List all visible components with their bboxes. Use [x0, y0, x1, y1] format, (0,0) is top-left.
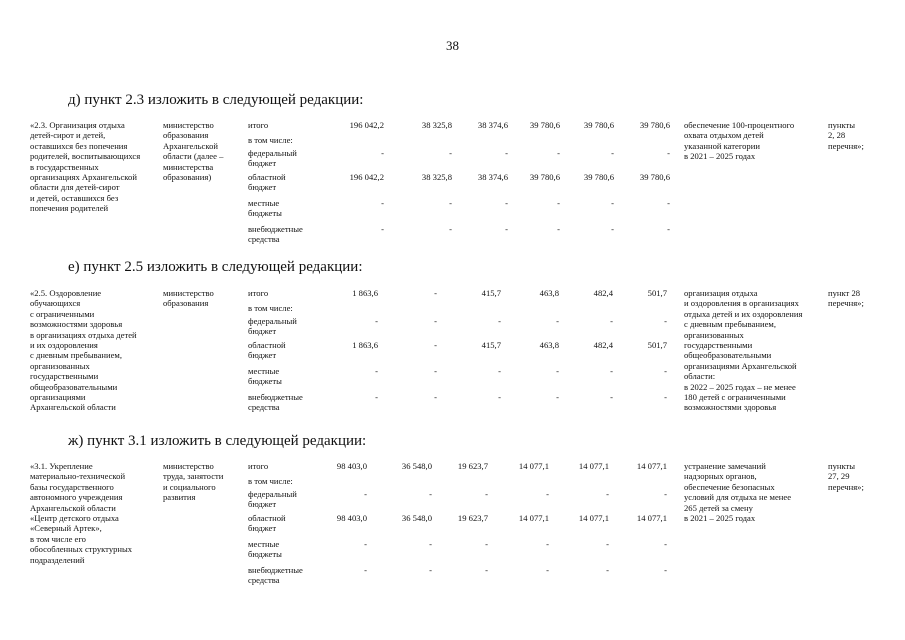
result: устранение замечаний надзорных органов, обеспечение безопасных условий для отдыха не менее 265 детей за смену в 2021 – 2025 годах	[684, 461, 792, 524]
funding-value: -	[485, 565, 488, 575]
funding-source: областной бюджет	[248, 513, 286, 534]
funding-value: 196 042,2	[349, 172, 384, 182]
funding-value: -	[381, 198, 384, 208]
funding-value: 482,4	[593, 288, 613, 298]
funding-value: -	[546, 539, 549, 549]
funding-value: -	[664, 316, 667, 326]
funding-source: внебюджетные средства	[248, 224, 303, 245]
funding-value: -	[664, 539, 667, 549]
funding-source: в том числе:	[248, 476, 293, 486]
funding-value: -	[606, 539, 609, 549]
funding-value: -	[667, 198, 670, 208]
funding-value: -	[434, 316, 437, 326]
executor: министерство образования	[163, 288, 214, 309]
funding-value: 463,8	[539, 288, 559, 298]
page-number: 38	[446, 38, 459, 53]
funding-source: областной бюджет	[248, 172, 286, 193]
section-heading-3-1: ж) пункт 3.1 изложить в следующей редакции:	[68, 433, 367, 449]
funding-value: -	[546, 489, 549, 499]
funding-source: местные бюджеты	[248, 539, 282, 560]
funding-value: -	[434, 340, 437, 350]
result: организация отдыха и оздоровления в организациях отдыха детей и их оздоровления с дневным пребыванием, организованных государственными общеобразовательными организациями Архангельской области: в 2022 – 2025 годах – не менее 180 детей с ограниченными возможностями здоровья	[684, 288, 803, 413]
funding-value: 39 780,6	[639, 172, 670, 182]
points: пункт 28 перечня»;	[828, 288, 864, 309]
funding-source: внебюджетные средства	[248, 565, 303, 586]
funding-value: -	[429, 489, 432, 499]
item-name: «3.1. Укрепление материально-технической базы государственного автономного учреждения Архангельской области «Центр детского отдыха «Северный Артек», в том числе его обособленных структурных подразделений	[30, 461, 133, 565]
funding-value: -	[434, 366, 437, 376]
funding-value: 14 077,1	[518, 461, 549, 471]
funding-value: -	[375, 392, 378, 402]
funding-value: 14 077,1	[636, 513, 667, 523]
funding-value: 39 780,6	[583, 120, 614, 130]
executor: министерство образования Архангельской области (далее – министерства образования)	[163, 120, 224, 183]
funding-value: -	[381, 148, 384, 158]
funding-source: внебюджетные средства	[248, 392, 303, 413]
funding-value: 501,7	[647, 340, 667, 350]
funding-source: федеральный бюджет	[248, 316, 297, 337]
funding-value: -	[556, 316, 559, 326]
funding-value: -	[610, 392, 613, 402]
funding-value: -	[434, 392, 437, 402]
item-name: «2.5. Оздоровление обучающихся с ограниченными возможностями здоровья в организациях отдыха детей и их оздоровления с дневным пребыванием, организованных государственными общеобразовательными организациями Архангельской области	[30, 288, 137, 413]
funding-value: 1 863,6	[352, 340, 378, 350]
funding-value: 39 780,6	[639, 120, 670, 130]
funding-source: итого	[248, 461, 269, 471]
section-heading-2-5: е) пункт 2.5 изложить в следующей редакции:	[68, 259, 363, 275]
funding-value: 415,7	[481, 288, 501, 298]
funding-value: 38 325,8	[421, 120, 452, 130]
funding-value: -	[664, 489, 667, 499]
funding-source: в том числе:	[248, 303, 293, 313]
funding-value: -	[505, 148, 508, 158]
funding-value: -	[381, 224, 384, 234]
funding-value: -	[429, 565, 432, 575]
funding-value: -	[364, 539, 367, 549]
points: пункты 27, 29 перечня»;	[828, 461, 864, 492]
funding-value: -	[434, 288, 437, 298]
executor: министерство труда, занятости и социального развития	[163, 461, 224, 503]
funding-value: 19 623,7	[457, 461, 488, 471]
funding-value: 14 077,1	[578, 461, 609, 471]
funding-source: местные бюджеты	[248, 198, 282, 219]
funding-value: -	[664, 392, 667, 402]
funding-value: 38 374,6	[477, 172, 508, 182]
result: обеспечение 100-процентного охвата отдыхом детей указанной категории в 2021 – 2025 годах	[684, 120, 795, 162]
funding-value: 98 403,0	[336, 461, 367, 471]
funding-value: -	[498, 366, 501, 376]
funding-value: -	[664, 565, 667, 575]
funding-value: 196 042,2	[349, 120, 384, 130]
funding-value: 501,7	[647, 288, 667, 298]
funding-value: 482,4	[593, 340, 613, 350]
funding-value: -	[611, 148, 614, 158]
funding-value: 39 780,6	[529, 120, 560, 130]
funding-value: -	[556, 392, 559, 402]
funding-value: -	[505, 198, 508, 208]
funding-source: федеральный бюджет	[248, 489, 297, 510]
funding-source: областной бюджет	[248, 340, 286, 361]
funding-source: федеральный бюджет	[248, 148, 297, 169]
funding-value: -	[557, 198, 560, 208]
funding-value: 463,8	[539, 340, 559, 350]
funding-value: -	[611, 198, 614, 208]
funding-value: -	[364, 565, 367, 575]
funding-value: -	[667, 148, 670, 158]
funding-value: -	[429, 539, 432, 549]
funding-value: -	[449, 224, 452, 234]
funding-value: 36 548,0	[401, 461, 432, 471]
funding-source: в том числе:	[248, 135, 293, 145]
funding-value: -	[610, 316, 613, 326]
funding-value: -	[498, 392, 501, 402]
funding-source: итого	[248, 288, 269, 298]
funding-value: 39 780,6	[583, 172, 614, 182]
item-name: «2.3. Организация отдыха детей-сирот и детей, оставшихся без попечения родителей, воспитывающихся в государственных организациях Архангельской области для детей-сирот и детей, оставшихся без попечения родителей	[30, 120, 141, 214]
funding-value: 39 780,6	[529, 172, 560, 182]
funding-value: -	[664, 366, 667, 376]
funding-value: -	[375, 366, 378, 376]
section-heading-2-3: д) пункт 2.3 изложить в следующей редакции:	[68, 92, 364, 108]
funding-value: -	[667, 224, 670, 234]
funding-value: -	[485, 539, 488, 549]
funding-value: 415,7	[481, 340, 501, 350]
funding-value: -	[498, 316, 501, 326]
funding-value: 98 403,0	[336, 513, 367, 523]
funding-value: -	[449, 198, 452, 208]
funding-value: -	[364, 489, 367, 499]
funding-value: -	[557, 148, 560, 158]
funding-value: -	[611, 224, 614, 234]
funding-value: 1 863,6	[352, 288, 378, 298]
funding-value: 14 077,1	[636, 461, 667, 471]
funding-value: -	[505, 224, 508, 234]
funding-value: -	[606, 489, 609, 499]
funding-value: -	[546, 565, 549, 575]
funding-value: 38 374,6	[477, 120, 508, 130]
funding-value: -	[556, 366, 559, 376]
funding-value: -	[485, 489, 488, 499]
funding-value: -	[606, 565, 609, 575]
funding-value: 38 325,8	[421, 172, 452, 182]
funding-value: 14 077,1	[578, 513, 609, 523]
funding-value: -	[557, 224, 560, 234]
funding-source: местные бюджеты	[248, 366, 282, 387]
funding-value: 14 077,1	[518, 513, 549, 523]
funding-value: -	[449, 148, 452, 158]
funding-value: 36 548,0	[401, 513, 432, 523]
funding-value: -	[610, 366, 613, 376]
funding-source: итого	[248, 120, 269, 130]
funding-value: -	[375, 316, 378, 326]
funding-value: 19 623,7	[457, 513, 488, 523]
points: пункты 2, 28 перечня»;	[828, 120, 864, 151]
